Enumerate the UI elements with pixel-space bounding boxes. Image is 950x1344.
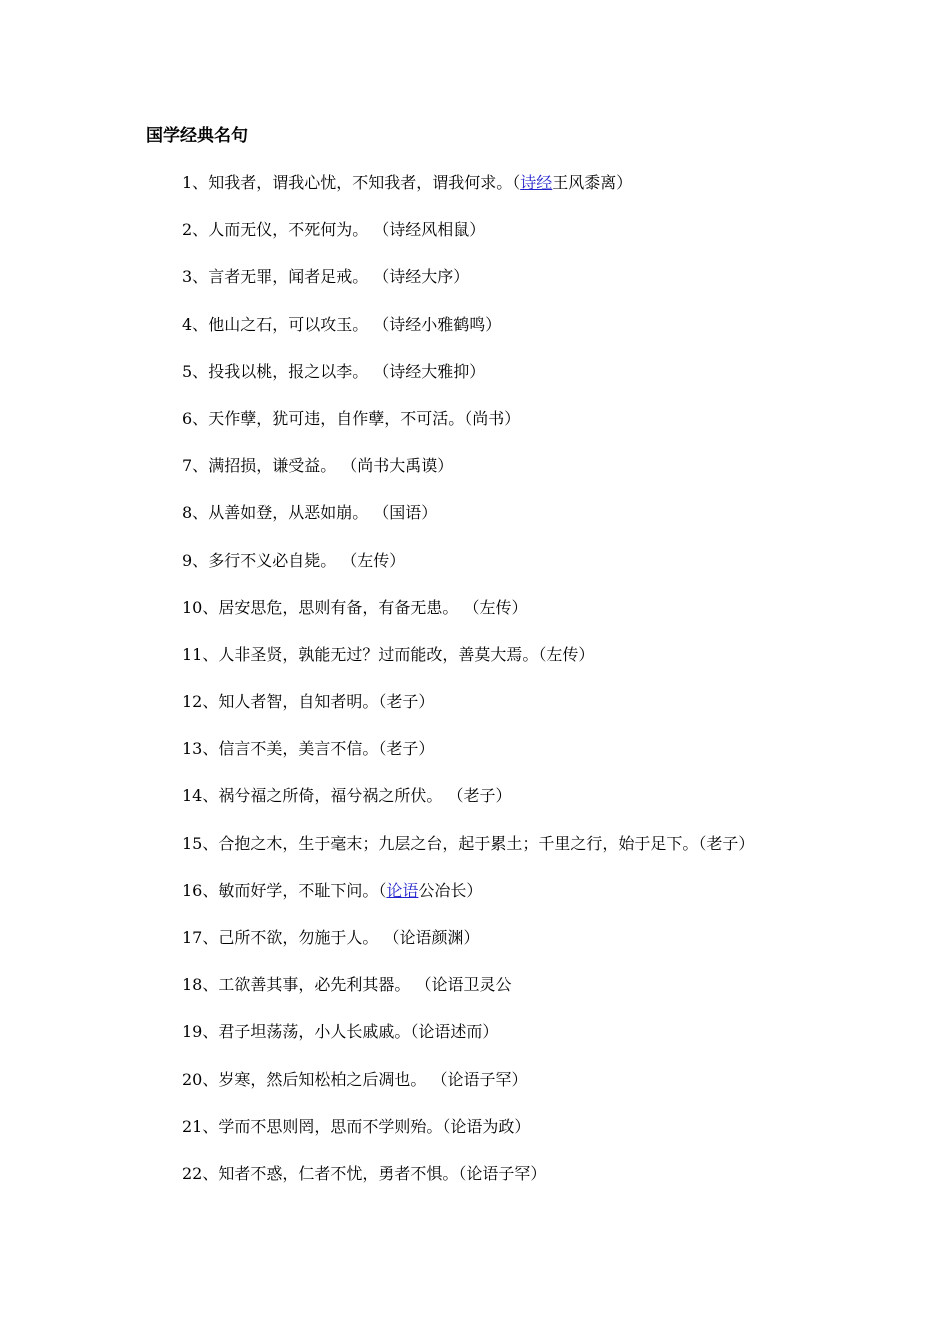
quote-source: 左传） [479,597,528,617]
quote-number: 5、 [182,361,209,381]
quote-item [182,218,754,265]
quote-source-link[interactable]: 诗经 [520,173,553,192]
quote-item [182,313,754,360]
quote-source-open: （ [368,267,390,287]
quote-source-link[interactable]: 论语 [386,880,419,900]
quote-list [182,171,754,1209]
quote-source: 论语为政） [450,1116,531,1136]
quote-text: 多行不义必自毙。 [208,550,337,570]
quote-source-open: （ [368,314,390,334]
quote-text: 言者无罪，闻者足戒。 [208,267,369,287]
quote-item [182,501,754,548]
quote-number: 4、 [182,314,209,334]
quote-item [182,265,754,312]
quote-number: 19、 [182,1022,219,1042]
quote-source: 诗经大序） [389,267,470,287]
quote-source-open: （ [512,173,521,192]
quote-source: 王风黍离） [552,173,633,192]
quote-text: 知我者，谓我心忧，不知我者，谓我何求。 [208,173,513,192]
quote-source-open: （ [458,597,480,617]
quote-source: 诗经大雅抑） [389,361,486,381]
quote-text: 居安思危，思则有备，有备无患。 [218,597,459,617]
quote-item [182,1068,754,1115]
quote-item [182,737,754,784]
quote-source-open: （ [442,786,464,806]
quote-item [182,879,754,926]
quote-number: 3、 [182,267,209,287]
quote-number: 6、 [182,408,209,428]
quote-item [182,973,754,1020]
quote-source-open: （ [378,880,387,900]
quote-item [182,832,754,879]
quote-source: 论语子罕） [447,1069,528,1089]
quote-text: 人非圣贤，孰能无过？过而能改，善莫大焉。 [218,644,539,664]
quote-text: 岁寒，然后知松柏之后凋也。 [218,1069,427,1089]
quote-item [182,454,754,501]
quote-item [182,171,754,218]
quote-source: 左传） [546,644,595,664]
quote-text: 满招损，谦受益。 [208,456,337,476]
quote-text: 信言不美，美言不信。 [218,739,379,759]
quote-item [182,360,754,407]
quote-item [182,926,754,973]
quote-number: 10、 [182,597,219,617]
quote-text: 知人者智，自知者明。 [218,692,379,712]
quote-text: 敏而好学，不耻下问。 [218,880,379,900]
quote-item [182,1115,754,1162]
quote-source: 论语颜渊） [399,928,480,947]
quote-source-open: （ [458,1163,467,1183]
quote-number: 20、 [182,1069,219,1089]
quote-source: 论语述而） [418,1022,499,1042]
quote-item [182,596,754,643]
quote-text: 己所不欲，勿施于人。 [218,928,379,947]
quote-number: 21、 [182,1116,219,1136]
quote-source-open: （ [426,1069,448,1089]
quote-number: 13、 [182,739,219,759]
quote-source: 尚书） [472,408,521,428]
quote-number: 16、 [182,880,219,900]
quote-source: 老子） [386,692,435,712]
quote-number: 9、 [182,550,209,570]
quote-source-open: （ [410,975,432,995]
quote-number: 12、 [182,692,219,712]
quote-source: 论语卫灵公 [431,975,512,995]
quote-source-open: （ [464,408,473,428]
quote-source: 国语） [389,503,438,523]
quote-text: 君子坦荡荡，小人长戚戚。 [218,1022,411,1042]
quote-source-open: （ [336,550,358,570]
quote-item [182,1162,754,1209]
quote-source: 老子） [386,739,435,759]
quote-number: 11、 [182,644,219,664]
quote-item [182,643,754,690]
quote-text: 投我以桃，报之以李。 [208,361,369,381]
quote-source-open: （ [336,456,358,476]
quote-text: 学而不思则罔，思而不学则殆。 [218,1116,443,1136]
quote-source: 老子） [463,786,512,806]
quote-source-open: （ [368,361,390,381]
quote-text: 他山之石，可以攻玉。 [208,314,369,334]
quote-item [182,549,754,596]
quote-source: 老子） [706,833,755,853]
quote-source-open: （ [378,928,400,947]
quote-number: 18、 [182,975,219,995]
quote-source-open: （ [368,220,390,240]
quote-source-open: （ [378,692,387,712]
quote-source: 诗经小雅鹤鸣） [389,314,502,334]
quote-number: 14、 [182,786,219,806]
quote-text: 知者不惑，仁者不忧，勇者不惧。 [218,1163,459,1183]
quote-number: 8、 [182,503,209,523]
quote-text: 从善如登，从恶如崩。 [208,503,369,523]
quote-source-open: （ [538,644,547,664]
quote-source: 公冶长） [418,880,483,900]
quote-source: 论语子罕） [466,1163,547,1183]
quote-text: 人而无仪，不死何为。 [208,220,369,240]
quote-source-open: （ [442,1116,451,1136]
quote-source: 诗经风相鼠） [389,220,486,240]
quote-source-open: （ [698,833,707,853]
quote-number: 22、 [182,1163,219,1183]
quote-text: 祸兮福之所倚，福兮祸之所伏。 [218,786,443,806]
quote-text: 合抱之木，生于毫末；九层之台，起于累土；千里之行，始于足下。 [218,833,699,853]
quote-text: 天作孽，犹可违，自作孽，不可活。 [208,408,465,428]
quote-item [182,1020,754,1067]
quote-item [182,690,754,737]
document-title: 国学经典名句 [146,126,248,146]
quote-number: 1、 [182,173,209,192]
quote-number: 17、 [182,928,219,947]
quote-number: 2、 [182,220,209,240]
quote-number: 7、 [182,456,209,476]
quote-text: 工欲善其事，必先利其器。 [218,975,411,995]
quote-number: 15、 [182,833,219,853]
quote-source: 左传） [357,550,406,570]
quote-source-open: （ [368,503,390,523]
quote-item [182,407,754,454]
quote-source-open: （ [410,1022,419,1042]
quote-source-open: （ [378,739,387,759]
quote-source: 尚书大禹谟） [357,456,454,476]
quote-item [182,784,754,831]
